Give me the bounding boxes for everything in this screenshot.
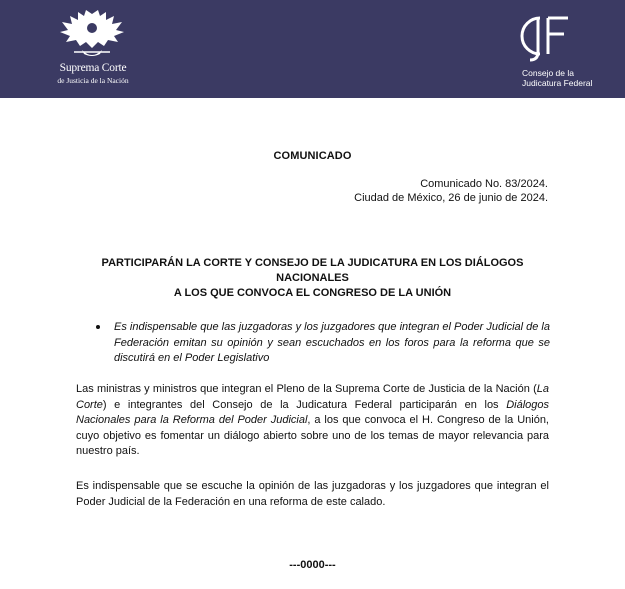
document-number: Comunicado No. 83/2024.: [420, 178, 548, 190]
scjn-logo: [48, 8, 138, 88]
scjn-name: Suprema Corte: [59, 62, 127, 74]
paragraph1-text-1: Las ministras y ministros que integran el Pleno de la Suprema Corte de Justicia de la Nación (: [76, 383, 537, 395]
highlight-list: [90, 320, 550, 367]
body-paragraph-1: [76, 382, 549, 460]
cjf-line2: Judicatura Federal: [522, 78, 593, 88]
bullet-icon: [96, 325, 100, 329]
cjf-logo: [508, 8, 593, 90]
document-kind: COMUNICADO: [273, 150, 352, 162]
scjn-subtitle: de Justicia de la Nación: [57, 76, 129, 85]
eagle-emblem-icon: [56, 8, 128, 60]
headline: [70, 256, 555, 301]
document-date: Ciudad de México, 26 de junio de 2024.: [354, 192, 548, 204]
headline-line2: A LOS QUE CONVOCA EL CONGRESO DE LA UNIÓN: [173, 287, 452, 299]
paragraph1-text-3: , a los que convoca el H. Congreso de la Unión, cuyo objetivo es fomentar un diálogo abierto sobre uno de los temas de mayor relevancia para nuestro país.: [76, 414, 549, 457]
paragraph1-emphasis-1: La Corte: [76, 383, 549, 411]
highlight-item: Es indispensable que las juzgadoras y los juzgadores que integran el Poder Judicial de la Federación emitan su opinión y sean escuchados en los foros para la reforma que se discutirá en el Poder Legislativo: [114, 321, 550, 364]
cjf-line1: Consejo de la: [522, 68, 574, 78]
header-band: [0, 0, 625, 98]
headline-line1: PARTICIPARÁN LA CORTE Y CONSEJO DE LA JUDICATURA EN LOS DIÁLOGOS NACIONALES: [101, 257, 524, 284]
body-paragraph-2: Es indispensable que se escuche la opinión de las juzgadoras y los juzgadores que integran el Poder Judicial de la Federación en una reforma de este calado.: [76, 480, 549, 508]
closing-mark: ---0000---: [289, 559, 336, 571]
paragraph1-emphasis-2: Diálogos Nacionales para la Reforma del Poder Judicial: [76, 398, 549, 426]
paragraph1-text-2: ) e integrantes del Consejo de la Judicatura Federal participarán en los: [102, 398, 507, 411]
cjf-monogram-icon: [508, 8, 578, 64]
